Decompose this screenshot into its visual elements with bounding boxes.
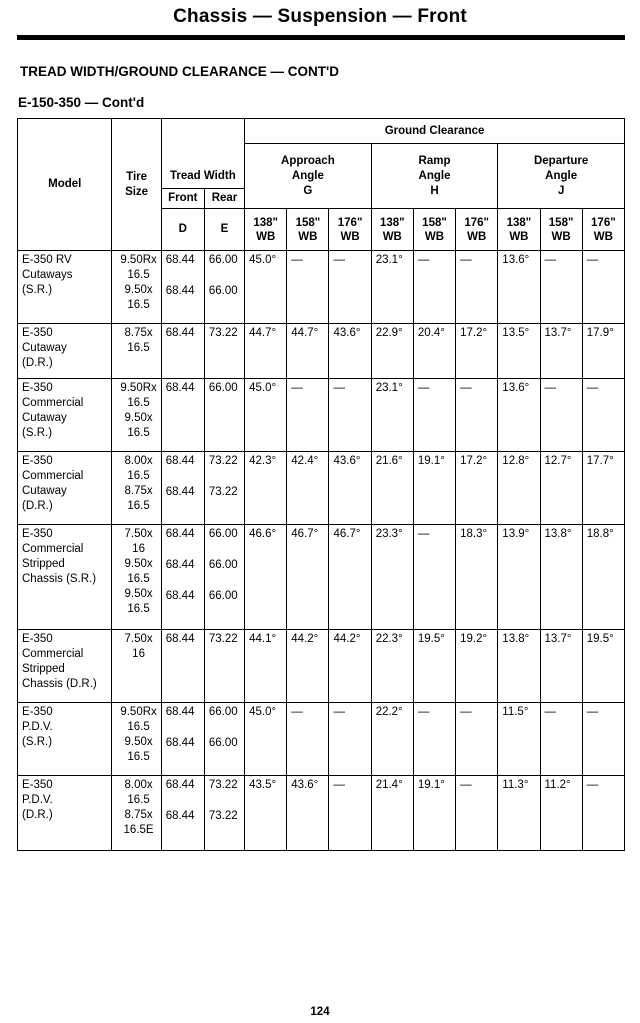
angle-cell: 12.8° bbox=[498, 452, 540, 525]
angle-cell: — bbox=[582, 776, 624, 851]
tread-rear-cell: 73.22 bbox=[204, 324, 244, 379]
angle-cell: — bbox=[329, 379, 371, 452]
angle-cell: 43.6° bbox=[329, 324, 371, 379]
model-cell: E-350 P.D.V. (D.R.) bbox=[18, 776, 112, 851]
angle-cell: 22.9° bbox=[371, 324, 413, 379]
header-wb: 158" WB bbox=[287, 209, 329, 251]
angle-cell: 21.4° bbox=[371, 776, 413, 851]
angle-cell: 22.3° bbox=[371, 630, 413, 703]
angle-cell: — bbox=[540, 379, 582, 452]
model-cell: E-350 Cutaway (D.R.) bbox=[18, 324, 112, 379]
angle-cell: 17.2° bbox=[456, 452, 498, 525]
tread-rear-cell: 66.00 bbox=[204, 379, 244, 452]
model-cell: E-350 RV Cutaways (S.R.) bbox=[18, 251, 112, 324]
angle-cell: — bbox=[287, 251, 329, 324]
angle-cell: — bbox=[540, 703, 582, 776]
header-tire-size: Tire Size bbox=[112, 119, 161, 251]
angle-cell: 18.8° bbox=[582, 525, 624, 630]
header-departure-angle: Departure Angle J bbox=[498, 144, 625, 209]
tire-size-cell: 7.50x 16 9.50x 16.5 9.50x 16.5 bbox=[112, 525, 161, 630]
title-rule bbox=[17, 35, 625, 40]
angle-cell: 45.0° bbox=[245, 379, 287, 452]
angle-cell: 46.7° bbox=[287, 525, 329, 630]
table-row bbox=[18, 324, 625, 379]
angle-cell: 44.1° bbox=[245, 630, 287, 703]
table-row bbox=[18, 452, 625, 525]
tire-size-cell: 9.50Rx 16.5 9.50x 16.5 bbox=[112, 251, 161, 324]
tread-rear-cell: 66.00 66.00 bbox=[204, 703, 244, 776]
angle-cell: 19.1° bbox=[413, 776, 455, 851]
tread-front-cell: 68.44 68.44 68.44 bbox=[161, 525, 204, 630]
header-wb: 138" WB bbox=[245, 209, 287, 251]
tread-rear-cell: 66.00 66.00 66.00 bbox=[204, 525, 244, 630]
header-model: Model bbox=[18, 119, 112, 251]
tread-front-cell: 68.44 68.44 bbox=[161, 452, 204, 525]
angle-cell: 22.2° bbox=[371, 703, 413, 776]
subsection-title: E-150-350 — Cont'd bbox=[18, 95, 145, 110]
model-cell: E-350 Commercial Stripped Chassis (D.R.) bbox=[18, 630, 112, 703]
angle-cell: — bbox=[456, 703, 498, 776]
tread-front-cell: 68.44 68.44 bbox=[161, 251, 204, 324]
angle-cell: 21.6° bbox=[371, 452, 413, 525]
table-body bbox=[18, 251, 625, 851]
angle-cell: — bbox=[413, 379, 455, 452]
angle-cell: — bbox=[456, 776, 498, 851]
angle-cell: 44.2° bbox=[287, 630, 329, 703]
model-cell: E-350 P.D.V. (S.R.) bbox=[18, 703, 112, 776]
angle-cell: — bbox=[287, 379, 329, 452]
angle-cell: 11.5° bbox=[498, 703, 540, 776]
angle-cell: 17.7° bbox=[582, 452, 624, 525]
tread-front-cell: 68.44 68.44 bbox=[161, 703, 204, 776]
header-tread-width: Tread Width bbox=[161, 119, 244, 189]
table-row bbox=[18, 703, 625, 776]
angle-cell: 42.3° bbox=[245, 452, 287, 525]
header-wb: 138" WB bbox=[498, 209, 540, 251]
angle-cell: — bbox=[540, 251, 582, 324]
tire-size-cell: 8.75x 16.5 bbox=[112, 324, 161, 379]
angle-cell: — bbox=[456, 251, 498, 324]
header-wb: 176" WB bbox=[456, 209, 498, 251]
header-approach-angle: Approach Angle G bbox=[245, 144, 372, 209]
angle-cell: 23.3° bbox=[371, 525, 413, 630]
angle-cell: 19.5° bbox=[413, 630, 455, 703]
tread-front-cell: 68.44 bbox=[161, 630, 204, 703]
tire-size-cell: 8.00x 16.5 8.75x 16.5 bbox=[112, 452, 161, 525]
angle-cell: 46.6° bbox=[245, 525, 287, 630]
angle-cell: 17.2° bbox=[456, 324, 498, 379]
angle-cell: 11.2° bbox=[540, 776, 582, 851]
angle-cell: 13.8° bbox=[498, 630, 540, 703]
angle-cell: 13.7° bbox=[540, 324, 582, 379]
section-title: TREAD WIDTH/GROUND CLEARANCE — CONT'D bbox=[20, 64, 339, 79]
tire-size-cell: 9.50Rx 16.5 9.50x 16.5 bbox=[112, 379, 161, 452]
angle-cell: 23.1° bbox=[371, 251, 413, 324]
tire-size-cell: 8.00x 16.5 8.75x 16.5E bbox=[112, 776, 161, 851]
angle-cell: 20.4° bbox=[413, 324, 455, 379]
model-cell: E-350 Commercial Cutaway (D.R.) bbox=[18, 452, 112, 525]
angle-cell: — bbox=[456, 379, 498, 452]
tread-clearance-table bbox=[17, 118, 625, 851]
angle-cell: 42.4° bbox=[287, 452, 329, 525]
angle-cell: 46.7° bbox=[329, 525, 371, 630]
tire-size-cell: 9.50Rx 16.5 9.50x 16.5 bbox=[112, 703, 161, 776]
angle-cell: 45.0° bbox=[245, 251, 287, 324]
tread-rear-cell: 73.22 73.22 bbox=[204, 776, 244, 851]
table-row bbox=[18, 251, 625, 324]
header-wb: 158" WB bbox=[540, 209, 582, 251]
header-wb: 176" WB bbox=[582, 209, 624, 251]
header-e: E bbox=[204, 209, 244, 251]
angle-cell: — bbox=[329, 703, 371, 776]
angle-cell: — bbox=[413, 525, 455, 630]
angle-cell: — bbox=[329, 776, 371, 851]
header-front: Front bbox=[161, 189, 204, 209]
tread-front-cell: 68.44 68.44 bbox=[161, 776, 204, 851]
angle-cell: 45.0° bbox=[245, 703, 287, 776]
angle-cell: 13.5° bbox=[498, 324, 540, 379]
angle-cell: 13.9° bbox=[498, 525, 540, 630]
tread-rear-cell: 73.22 bbox=[204, 630, 244, 703]
angle-cell: 43.6° bbox=[329, 452, 371, 525]
angle-cell: — bbox=[582, 703, 624, 776]
angle-cell: — bbox=[582, 379, 624, 452]
header-rear: Rear bbox=[204, 189, 244, 209]
angle-cell: 13.6° bbox=[498, 379, 540, 452]
header-ramp-angle: Ramp Angle H bbox=[371, 144, 498, 209]
tread-front-cell: 68.44 bbox=[161, 324, 204, 379]
header-wb: 158" WB bbox=[413, 209, 455, 251]
angle-cell: — bbox=[287, 703, 329, 776]
table-row bbox=[18, 525, 625, 630]
angle-cell: 11.3° bbox=[498, 776, 540, 851]
angle-cell: 23.1° bbox=[371, 379, 413, 452]
angle-cell: 44.2° bbox=[329, 630, 371, 703]
table-row bbox=[18, 379, 625, 452]
model-cell: E-350 Commercial Stripped Chassis (S.R.) bbox=[18, 525, 112, 630]
page-number: 124 bbox=[310, 1006, 330, 1018]
angle-cell: — bbox=[329, 251, 371, 324]
angle-cell: 19.5° bbox=[582, 630, 624, 703]
angle-cell: 17.9° bbox=[582, 324, 624, 379]
tread-front-cell: 68.44 bbox=[161, 379, 204, 452]
angle-cell: — bbox=[413, 703, 455, 776]
header-wb: 138" WB bbox=[371, 209, 413, 251]
tire-size-cell: 7.50x 16 bbox=[112, 630, 161, 703]
tread-rear-cell: 66.00 66.00 bbox=[204, 251, 244, 324]
table-row bbox=[18, 776, 625, 851]
angle-cell: 43.6° bbox=[287, 776, 329, 851]
angle-cell: — bbox=[413, 251, 455, 324]
header-ground-clearance: Ground Clearance bbox=[245, 119, 625, 144]
angle-cell: 44.7° bbox=[245, 324, 287, 379]
table-row bbox=[18, 630, 625, 703]
angle-cell: 13.6° bbox=[498, 251, 540, 324]
model-cell: E-350 Commercial Cutaway (S.R.) bbox=[18, 379, 112, 452]
header-d: D bbox=[161, 209, 204, 251]
angle-cell: 43.5° bbox=[245, 776, 287, 851]
angle-cell: 19.1° bbox=[413, 452, 455, 525]
angle-cell: 12.7° bbox=[540, 452, 582, 525]
angle-cell: — bbox=[582, 251, 624, 324]
angle-cell: 44.7° bbox=[287, 324, 329, 379]
header-wb: 176" WB bbox=[329, 209, 371, 251]
page-title: Chassis — Suspension — Front bbox=[173, 6, 467, 27]
angle-cell: 18.3° bbox=[456, 525, 498, 630]
tread-rear-cell: 73.22 73.22 bbox=[204, 452, 244, 525]
angle-cell: 13.7° bbox=[540, 630, 582, 703]
angle-cell: 13.8° bbox=[540, 525, 582, 630]
angle-cell: 19.2° bbox=[456, 630, 498, 703]
